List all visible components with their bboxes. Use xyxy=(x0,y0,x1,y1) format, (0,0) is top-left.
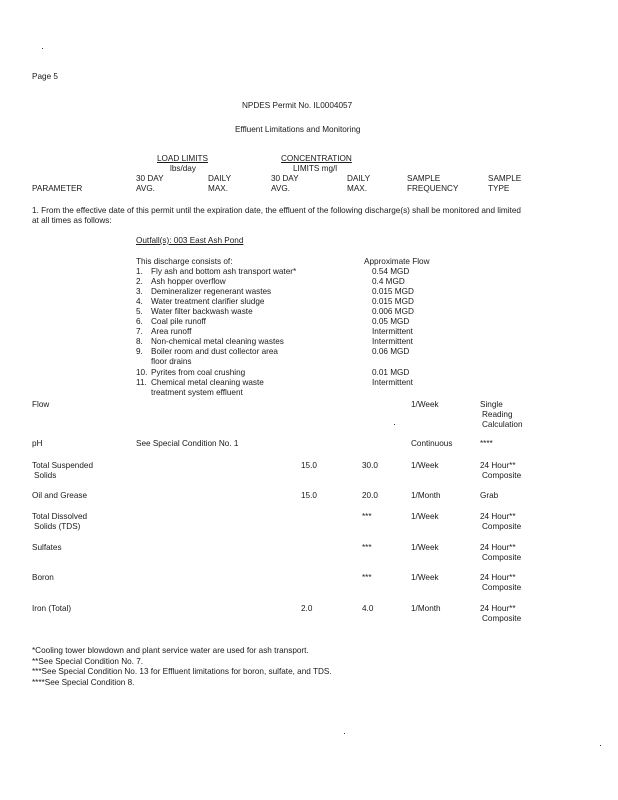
scan-speck xyxy=(344,733,345,734)
component-flow: 0.54 MGD xyxy=(372,267,410,276)
conc-daily-max: *** xyxy=(362,543,372,552)
component-text: Fly ash and bottom ash transport water* xyxy=(151,267,297,276)
sample-header: SAMPLE xyxy=(407,174,441,183)
parameter-name: Boron xyxy=(32,573,54,582)
component-text: Pyrites from coal crushing xyxy=(151,368,246,377)
parameter-name: Sulfates xyxy=(32,543,62,552)
component-number: 10. xyxy=(136,368,148,377)
component-number: 5. xyxy=(136,307,143,316)
sample-type: 24 Hour** xyxy=(480,604,516,613)
parameter-name: Total Dissolved xyxy=(32,512,88,521)
sample-frequency: 1/Week xyxy=(411,461,439,470)
permit-title: NPDES Permit No. IL0004057 xyxy=(242,101,353,110)
component-text: Water filter backwash waste xyxy=(151,307,253,316)
footnote: ***See Special Condition No. 13 for Effluent limitations for boron, sulfate, and TDS. xyxy=(32,667,332,676)
component-text: Coal pile runoff xyxy=(151,317,206,326)
page-number: Page 5 xyxy=(32,72,58,81)
load-max-header: MAX. xyxy=(208,184,229,193)
special-condition-note: See Special Condition No. 1 xyxy=(136,439,239,448)
sample-type: 24 Hour** xyxy=(480,461,516,470)
flow-label: Approximate Flow xyxy=(364,257,430,266)
sample-type-cont: Reading xyxy=(482,410,513,419)
component-flow: 0.4 MGD xyxy=(372,277,405,286)
conc-daily-header: DAILY xyxy=(347,174,371,183)
component-flow: 0.015 MGD xyxy=(372,297,414,306)
component-number: 11. xyxy=(136,378,147,387)
component-flow: 0.06 MGD xyxy=(372,347,410,356)
load-30day-header: 30 DAY xyxy=(136,174,164,183)
component-text: Area runoff xyxy=(151,327,192,336)
parameter-name: Flow xyxy=(32,400,50,409)
component-number: 3. xyxy=(136,287,143,296)
sample-frequency: 1/Week xyxy=(411,400,439,409)
conc-daily-max: 30.0 xyxy=(362,461,378,470)
sample-type: 24 Hour** xyxy=(480,543,516,552)
component-text: Demineralizer regenerant wastes xyxy=(151,287,272,296)
component-flow: Intermittent xyxy=(372,378,413,387)
sample-type-header: SAMPLE xyxy=(488,174,522,183)
conc-30day-avg: 15.0 xyxy=(301,491,317,500)
intro-text: 1. From the effective date of this permit until the expiration date, the effluent of the following discharge(s) shall be monitored and limited xyxy=(32,206,521,215)
outfall-title: Outfall(s): 003 East Ash Pond xyxy=(136,236,244,245)
sample-type: Grab xyxy=(480,491,499,500)
frequency-header: FREQUENCY xyxy=(407,184,459,193)
load-avg-header: AVG. xyxy=(136,184,155,193)
component-text: Boiler room and dust collector area xyxy=(151,347,278,356)
component-flow: Intermittent xyxy=(372,337,413,346)
sample-frequency: 1/Month xyxy=(411,491,441,500)
component-number: 7. xyxy=(136,327,143,336)
scan-speck xyxy=(600,745,601,746)
component-number: 9. xyxy=(136,347,143,356)
conc-daily-max: *** xyxy=(362,573,372,582)
component-flow: 0.015 MGD xyxy=(372,287,414,296)
scan-speck xyxy=(42,48,43,49)
footnote: ****See Special Condition 8. xyxy=(32,678,135,687)
type-header: TYPE xyxy=(488,184,510,193)
conc-daily-max: *** xyxy=(362,512,372,521)
intro-text-cont: at all times as follows: xyxy=(32,216,112,225)
load-limits-header: LOAD LIMITS xyxy=(157,154,208,163)
sample-frequency: 1/Week xyxy=(411,512,439,521)
sample-frequency: Continuous xyxy=(411,439,453,448)
conc-avg-header: AVG. xyxy=(271,184,290,193)
component-text: treatment system effluent xyxy=(151,388,243,397)
sample-frequency: 1/Week xyxy=(411,543,439,552)
scan-speck xyxy=(394,424,395,425)
parameter-name-cont: Solids xyxy=(34,471,57,480)
sample-type-cont: Composite xyxy=(482,471,522,480)
sample-type: **** xyxy=(480,439,493,448)
parameter-name: Total Suspended xyxy=(32,461,93,470)
parameter-name: Oil and Grease xyxy=(32,491,88,500)
component-number: 2. xyxy=(136,277,143,286)
sample-frequency: 1/Month xyxy=(411,604,441,613)
component-flow: Intermittent xyxy=(372,327,413,336)
sample-type: Single xyxy=(480,400,503,409)
component-text: floor drains xyxy=(151,357,192,366)
conc-daily-max: 20.0 xyxy=(362,491,378,500)
parameter-name: Iron (Total) xyxy=(32,604,72,613)
component-number: 4. xyxy=(136,297,143,306)
footnote: *Cooling tower blowdown and plant service water are used for ash transport. xyxy=(32,646,309,655)
sample-type-cont: Composite xyxy=(482,614,522,623)
sample-type-cont: Calculation xyxy=(482,420,523,429)
component-text: Non-chemical metal cleaning wastes xyxy=(151,337,284,346)
parameter-header: PARAMETER xyxy=(32,184,83,193)
component-text: Water treatment clarifier sludge xyxy=(151,297,265,306)
conc-max-header: MAX. xyxy=(347,184,368,193)
parameter-name: pH xyxy=(32,439,43,448)
sample-type-cont: Composite xyxy=(482,522,522,531)
sample-type-cont: Composite xyxy=(482,583,522,592)
component-flow: 0.006 MGD xyxy=(372,307,414,316)
conc-30day-header: 30 DAY xyxy=(271,174,299,183)
conc-30day-avg: 2.0 xyxy=(301,604,313,613)
conc-30day-avg: 15.0 xyxy=(301,461,317,470)
component-number: 6. xyxy=(136,317,143,326)
consists-label: This discharge consists of: xyxy=(136,257,233,266)
parameter-name-cont: Solids (TDS) xyxy=(34,522,81,531)
component-flow: 0.01 MGD xyxy=(372,368,410,377)
load-units: lbs/day xyxy=(170,164,196,173)
component-number: 8. xyxy=(136,337,143,346)
sample-type: 24 Hour** xyxy=(480,512,516,521)
component-flow: 0.05 MGD xyxy=(372,317,410,326)
component-number: 1. xyxy=(136,267,143,276)
component-text: Chemical metal cleaning waste xyxy=(151,378,264,387)
load-daily-header: DAILY xyxy=(208,174,232,183)
component-text: Ash hopper overflow xyxy=(151,277,226,286)
conc-units: LIMITS mg/l xyxy=(293,164,338,173)
subtitle: Effluent Limitations and Monitoring xyxy=(235,125,361,134)
conc-daily-max: 4.0 xyxy=(362,604,374,613)
sample-type: 24 Hour** xyxy=(480,573,516,582)
footnote: **See Special Condition No. 7. xyxy=(32,657,144,666)
sample-type-cont: Composite xyxy=(482,553,522,562)
sample-frequency: 1/Week xyxy=(411,573,439,582)
conc-limits-header: CONCENTRATION xyxy=(281,154,352,163)
